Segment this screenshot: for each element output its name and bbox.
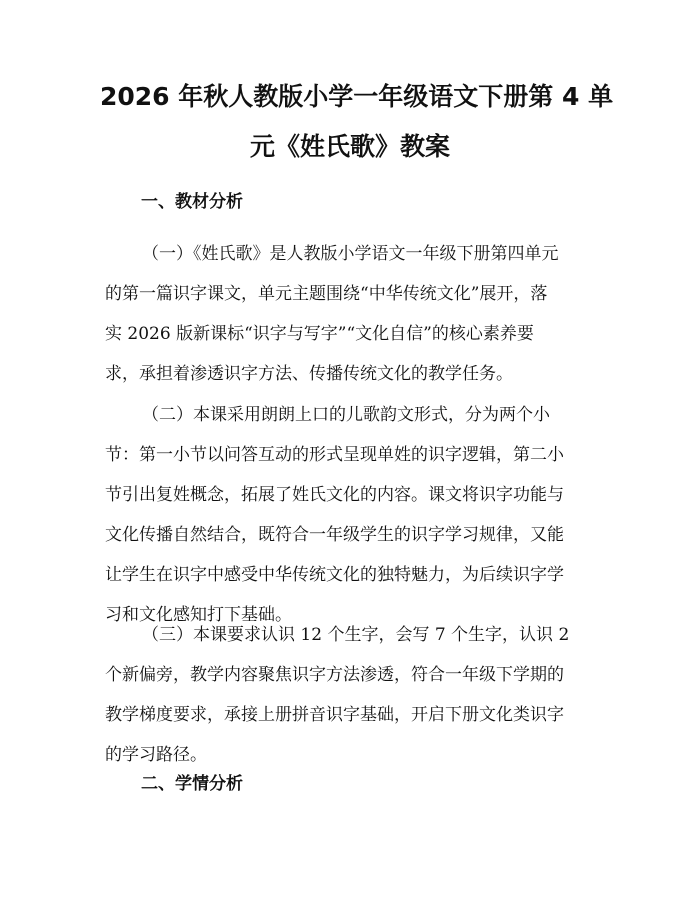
paragraph-line: 节引出复姓概念，拓展了姓氏文化的内容。课文将识字功能与 bbox=[105, 485, 564, 505]
section-heading-textbook-analysis: 一、教材分析 bbox=[141, 192, 243, 212]
paragraph-line: 让学生在识字中感受中华传统文化的独特魅力，为后续识字学 bbox=[105, 565, 564, 585]
paragraph-line: 文化传播自然结合，既符合一年级学生的识字学习规律，又能 bbox=[105, 525, 564, 545]
paragraph-line: 教学梯度要求，承接上册拼音识字基础，开启下册文化类识字 bbox=[105, 705, 564, 725]
document-title-line-1: 2026 年秋人教版小学一年级语文下册第 4 单 bbox=[100, 82, 614, 111]
paragraph-line: 的学习路径。 bbox=[105, 745, 207, 765]
paragraph-1 bbox=[105, 234, 597, 394]
paragraph-line: 个新偏旁，教学内容聚焦识字方法渗透，符合一年级下学期的 bbox=[105, 665, 564, 685]
paragraph-line: （二）本课采用朗朗上口的儿歌韵文形式，分为两个小 bbox=[142, 405, 550, 425]
paragraph-line: 节：第一小节以问答互动的形式呈现单姓的识字逻辑，第二小 bbox=[105, 445, 564, 465]
paragraph-line: （一）《姓氏歌》是人教版小学语文一年级下册第四单元 bbox=[142, 244, 559, 264]
paragraph-2 bbox=[105, 395, 597, 635]
paragraph-line: 求，承担着渗透识字方法、传播传统文化的教学任务。 bbox=[105, 364, 513, 384]
section-heading-learner-analysis: 二、学情分析 bbox=[141, 774, 243, 794]
paragraph-3 bbox=[105, 615, 597, 775]
paragraph-line: （三）本课要求认识 12 个生字，会写 7 个生字，认识 2 bbox=[142, 625, 570, 645]
paragraph-line: 实 2026 版新课标“识字与写字”“文化自信”的核心素养要 bbox=[105, 324, 534, 344]
document-title-line-2: 元《姓氏歌》教案 bbox=[249, 132, 450, 161]
paragraph-line: 的第一篇识字课文，单元主题围绕“中华传统文化”展开，落 bbox=[105, 284, 548, 304]
paragraph-line: 习和文化感知打下基础。 bbox=[105, 605, 292, 625]
